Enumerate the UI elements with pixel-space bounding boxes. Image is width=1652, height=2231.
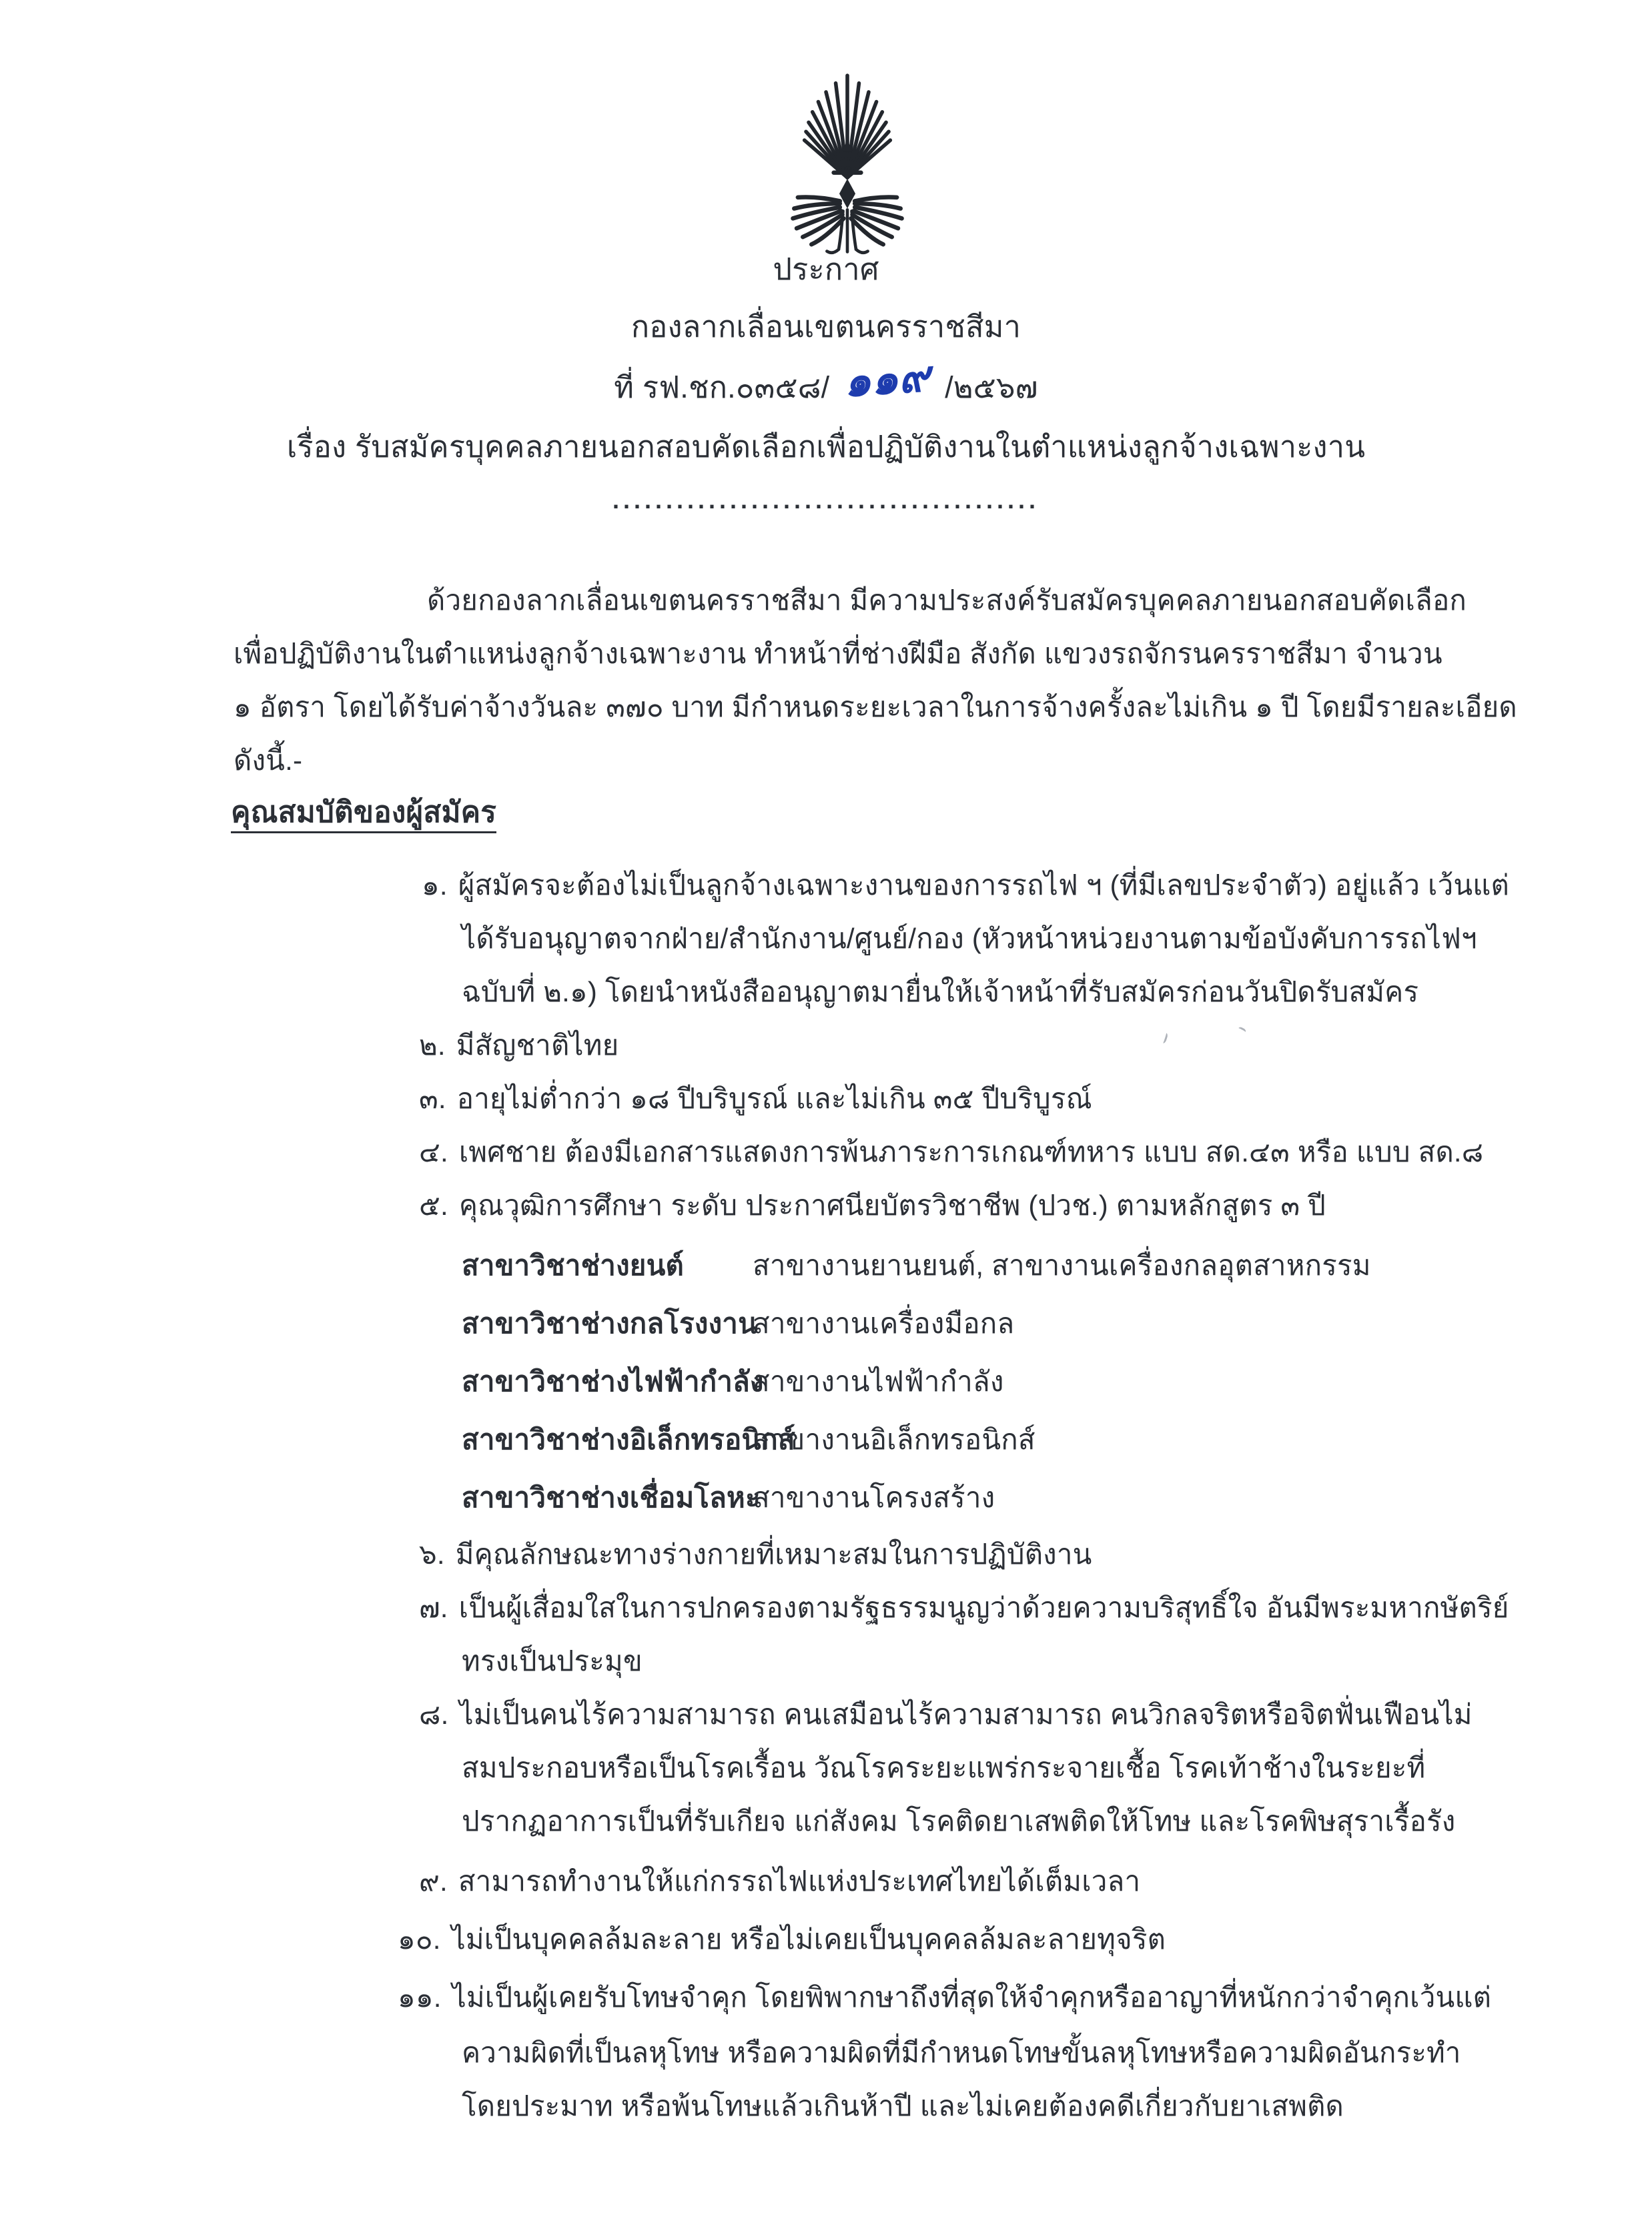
item-text: สามารถทำงานให้แก่กรรถไฟแห่งประเทศไทยได้เต็มเวลา	[458, 1865, 1141, 1897]
document-number-line	[0, 352, 1652, 409]
item-number: ๑๑.	[398, 1981, 442, 2013]
field-branches: สาขางานยานยนต์, สาขางานเครื่องกลอุตสาหกรรม	[753, 1250, 1371, 1281]
section-heading-text: คุณสมบัติของผู้สมัคร	[231, 796, 496, 833]
handwritten-number: ๑๑๙	[842, 352, 932, 406]
intro-line: เพื่อปฏิบัติงานในตำแหน่งลูกจ้างเฉพาะงาน ทำหน้าที่ช่างฝีมือ สังกัด แขวงรถจักรนครราชสีมา จำนวน	[234, 638, 1442, 669]
item-text: เพศชาย ต้องมีเอกสารแสดงการพ้นภาระการเกณฑ์ทหาร แบบ สด.๔๓ หรือ แบบ สด.๘	[458, 1136, 1484, 1168]
item-number: ๓.	[419, 1083, 446, 1114]
item-number: ๕.	[419, 1190, 448, 1221]
item-text: มีสัญชาติไทย	[456, 1029, 619, 1061]
qualification-line: ปรากฏอาการเป็นที่รับเกียจ แก่สังคม โรคติดยาเสพติดให้โทษ และโรคพิษสุราเรื้อรัง	[462, 1805, 1456, 1837]
doc-number-suffix: /๒๕๖๗	[945, 370, 1038, 404]
item-text: ไม่เป็นบุคคลล้มละลาย หรือไม่เคยเป็นบุคคลล้มละลายทุจริต	[451, 1923, 1166, 1955]
scan-artifact	[1238, 1026, 1247, 1034]
item-number: ๙.	[419, 1865, 448, 1897]
intro-line: ดังนี้.-	[234, 745, 303, 776]
field-branches: สาขางานไฟฟ้ากำลัง	[753, 1366, 1004, 1397]
item-text: ผู้สมัครจะต้องไม่เป็นลูกจ้างเฉพาะงานของการรถไฟ ฯ (ที่มีเลขประจำตัว) อยู่แล้ว เว้นแต่	[458, 869, 1510, 901]
item-text: คุณวุฒิการศึกษา ระดับ ประกาศนียบัตรวิชาชีพ (ปวช.) ตามหลักสูตร ๓ ปี	[458, 1190, 1326, 1221]
qualification-line: สมประกอบหรือเป็นโรคเรื้อน วัณโรคระยะแพร่กระจายเชื้อ โรคเท้าช้างในระยะที่	[462, 1752, 1426, 1783]
item-number: ๒.	[419, 1029, 446, 1061]
qualification-item	[419, 1860, 1140, 1903]
field-branches: สาขางานอิเล็กทรอนิกส์	[753, 1424, 1036, 1455]
qualification-line: ฉบับที่ ๒.๑) โดยนำหนังสืออนุญาตมายื่นให้เจ้าหน้าที่รับสมัครก่อนวันปิดรับสมัคร	[462, 976, 1419, 1007]
item-number: ๖.	[419, 1538, 445, 1570]
item-text: มีคุณลักษณะทางร่างกายที่เหมาะสมในการปฏิบัติงาน	[455, 1538, 1092, 1570]
qualification-item	[419, 1077, 1092, 1120]
item-number: ๔.	[419, 1136, 448, 1168]
field-major: สาขาวิชาช่างไฟฟ้ากำลัง	[462, 1366, 764, 1397]
intro-line: ๑ อัตรา โดยได้รับค่าจ้างวันละ ๓๗๐ บาท มีกำหนดระยะเวลาในการจ้างครั้งละไม่เกิน ๑ ปี โดยมีรายละเอียด	[234, 691, 1517, 723]
field-major: สาขาวิชาช่างอิเล็กทรอนิกส์	[462, 1424, 795, 1455]
item-text: อายุไม่ต่ำกว่า ๑๘ ปีบริบูรณ์ และไม่เกิน ๓๕ ปีบริบูรณ์	[456, 1083, 1092, 1114]
item-number: ๑๐.	[398, 1923, 441, 1955]
qualification-line: ได้รับอนุญาตจากฝ่าย/สำนักงาน/ศูนย์/กอง (หัวหน้าหน่วยงานตามข้อบังคับการรถไฟฯ	[462, 923, 1477, 954]
field-branches: สาขางานโครงสร้าง	[753, 1482, 995, 1513]
qualification-line: โดยประมาท หรือพ้นโทษแล้วเกินห้าปี และไม่เคยต้องคดีเกี่ยวกับยาเสพติด	[462, 2090, 1344, 2122]
field-major: สาขาวิชาช่างกลโรงงาน	[462, 1308, 757, 1339]
subject-line: เรื่อง รับสมัครบุคคลภายนอกสอบคัดเลือกเพื่อปฏิบัติงานในตำแหน่งลูกจ้างเฉพาะงาน	[286, 430, 1366, 464]
item-text: เป็นผู้เสื่อมใสในการปกครองตามรัฐธรรมนูญว่าด้วยความบริสุทธิ์ใจ อันมีพระมหากษัตริย์	[458, 1592, 1509, 1623]
section-heading	[231, 791, 496, 834]
field-major: สาขาวิชาช่างยนต์	[462, 1250, 684, 1281]
qualification-item	[419, 1587, 1509, 1629]
item-number: ๘.	[419, 1699, 449, 1730]
item-text: ไม่เป็นผู้เคยรับโทษจำคุก โดยพิพากษาถึงที่สุดให้จำคุกหรืออาญาที่หนักกว่าจำคุกเว้นแต่	[452, 1981, 1492, 2013]
item-text: ไม่เป็นคนไร้ความสามารถ คนเสมือนไร้ความสามารถ คนวิกลจริตหรือจิตฟั่นเฟือนไม่	[459, 1699, 1473, 1730]
intro-line: ด้วยกองลากเลื่อนเขตนครราชสีมา มีความประสงค์รับสมัครบุคคลภายนอกสอบคัดเลือก	[427, 584, 1467, 616]
scan-artifact	[1161, 1032, 1169, 1043]
qualification-item	[419, 1131, 1483, 1174]
field-major: สาขาวิชาช่างเชื่อมโลหะ	[462, 1482, 761, 1513]
qualification-item	[419, 1693, 1473, 1736]
qualification-line: ความผิดที่เป็นลหุโทษ หรือความผิดที่มีกำหนดโทษขั้นลหุโทษหรือความผิดอันกระทำ	[462, 2037, 1461, 2068]
item-number: ๑.	[422, 869, 448, 901]
qualification-line: ทรงเป็นประมุข	[462, 1645, 643, 1677]
qualification-item	[419, 1533, 1092, 1576]
qualification-item	[398, 1918, 1166, 1961]
divider-dots: ........................................	[612, 486, 1040, 514]
qualification-item	[398, 1976, 1491, 2019]
qualification-item	[419, 1024, 618, 1067]
garuda-railway-emblem-icon	[779, 56, 915, 268]
page-title: ประกาศ	[773, 252, 879, 286]
doc-number-prefix: ที่ รฟ.ชก.๐๓๕๘/	[614, 370, 830, 404]
item-number: ๗.	[419, 1592, 448, 1623]
qualification-item	[422, 864, 1509, 907]
field-branches: สาขางานเครื่องมือกล	[753, 1308, 1015, 1339]
qualification-item	[419, 1184, 1326, 1227]
organization-name: กองลากเลื่อนเขตนครราชสีมา	[631, 310, 1021, 344]
